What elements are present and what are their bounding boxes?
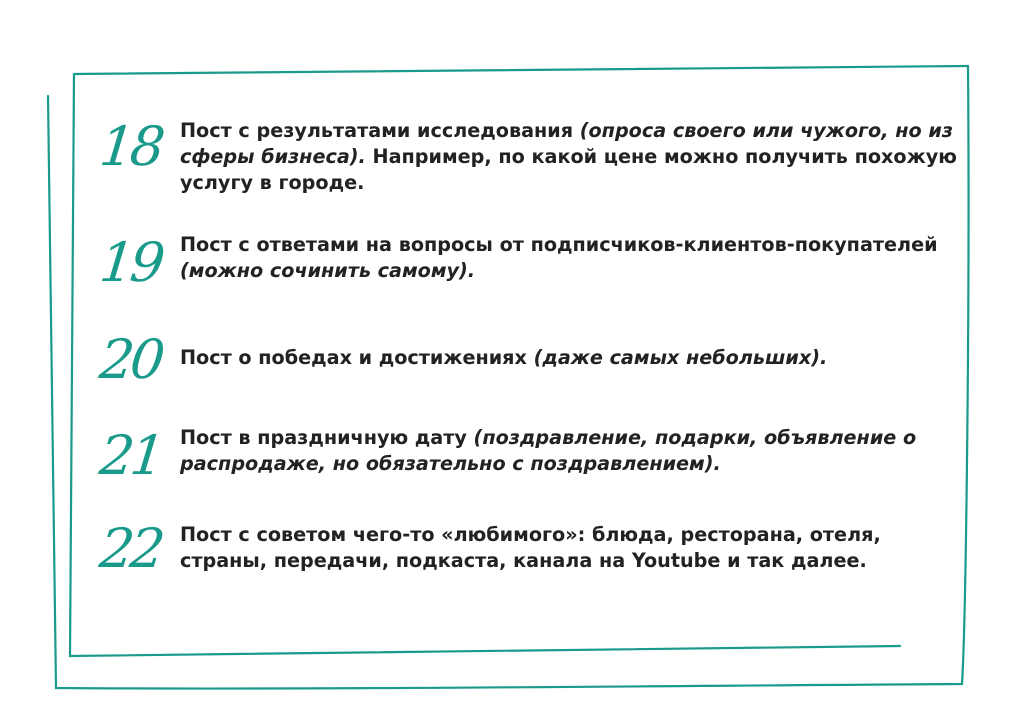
item-number: 19: [96, 231, 165, 294]
item-text: [180, 345, 970, 371]
list-item-19: [96, 232, 976, 312]
list-item-21: [96, 425, 976, 505]
item-text-italic: (опроса своего или чужого, но из сферы бизнеса).: [180, 119, 953, 168]
item-text-regular: Пост в праздничную дату: [180, 426, 474, 449]
item-text-italic: (можно сочинить самому).: [180, 259, 476, 282]
item-text-regular: Пост с результатами исследования: [180, 119, 580, 142]
item-number: 21: [96, 424, 165, 487]
list-item-18: [96, 115, 976, 198]
item-text-regular: Пост о победах и достижениях: [180, 346, 534, 369]
item-text-regular: Пост с ответами на вопросы от подписчиков-клиентов-покупателей: [180, 233, 938, 256]
item-text-tail: Например, по какой цене можно получить похожую услугу в городе.: [180, 145, 957, 194]
list-item-20: [96, 328, 976, 425]
item-number: 18: [96, 115, 165, 178]
item-text: [180, 232, 970, 284]
item-text-italic: (поздравление, подарки, объявление о распродаже, но обязательно с поздравлением).: [180, 426, 917, 475]
item-text: [180, 522, 970, 574]
item-text-regular: Пост с советом чего-то «любимого»: блюда, ресторана, отеля, страны, передачи, подкаста, канала на Youtube и так далее.: [180, 523, 881, 572]
item-text-italic: (даже самых небольших).: [533, 346, 828, 369]
item-number: 20: [96, 328, 165, 391]
item-text: [180, 425, 970, 477]
item-number: 22: [96, 517, 165, 580]
item-text: [180, 118, 970, 196]
list-item-22: [96, 517, 976, 602]
